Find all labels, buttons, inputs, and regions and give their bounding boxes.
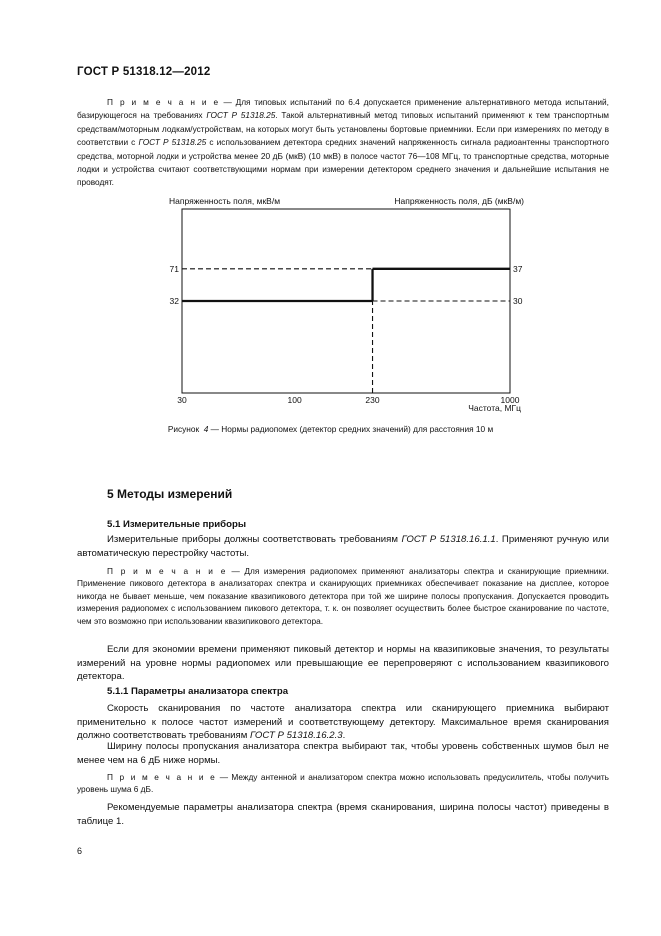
subsection-title: 5.1 Измерительные приборы [107,519,247,530]
x-tick-label: 230 [365,395,380,405]
document-header: ГОСТ Р 51318.12—2012 [77,66,211,78]
note-preamplifier: П р и м е ч а н и е — Между антенной и анализатором спектра можно использовать предусилитель, чтобы получить уровень шума 6 дБ. [77,772,609,795]
series-layer [182,269,510,393]
y-tick-label-right: 37 [513,263,523,274]
y-axis-label-right: Напряженность поля, дБ (мкВ/м) [394,196,524,206]
standard-reference: ГОСТ Р 51318.16.2.3 [250,730,343,742]
paragraph: Если для экономии времени применяют пиковый детектор и нормы на квазипиковые значения, то результаты измерений на уровне нормы радиопомех или превышающие ее перепроверяют с использованием квазипикового детектора. [77,644,609,683]
section-title: 5 Методы измерений [107,487,233,501]
figure-caption: Рисунок 4 — Нормы радиопомех (детектор средних значений) для расстояния 10 м [167,424,494,434]
standard-reference: ГОСТ Р 51318.25 [138,137,207,148]
note-alternative-method: П р и м е ч а н и е — Для типовых испытаний по 6.4 допускается применение альтернативного метода испытаний, базирующегося на требованиях ГОСТ Р 51318.25. Такой альтернативный метод типовых испытаний применяют к тем транспортным средствам/моторным лодкам/устройствам, на которых могут быть установлены бортовые приемники. Если при измерениях по методу в соответствии с ГОСТ Р 51318.25 с использованием детектора средних значений напряженность сигнала радиоантенны транспортного средства, моторной лодки и устройства менее 20 дБ (мкВ) (10 мкВ) в полосе частот 76—108 МГц, то транспортные средства, моторные лодки и устройства считают соответствующими нормам при измерении детектором среднего значения и дальнейшие испытания не проводят. [77,97,609,188]
paragraph: Измерительные приборы должны соответствовать требованиям ГОСТ Р 51318.16.1.1. Применяют ручную или автоматическую перестройку частоты. [77,534,609,559]
y-tick-label-right: 30 [513,296,523,306]
paragraph: Ширину полосы пропускания анализатора спектра выбирают так, чтобы уровень собственных шумов был не менее чем на 6 дБ ниже нормы. [77,741,609,766]
standard-reference: ГОСТ Р 51318.25 [206,110,276,121]
x-axis-label: Частота, МГц [468,403,521,413]
y-tick-label-left: 32 [169,296,179,306]
paragraph: Рекомендуемые параметры анализатора спектра (время сканирования, ширина полосы частот) приведены в таблице 1. [77,802,609,827]
x-tick-label: 30 [177,395,187,405]
tick-layer [170,264,523,405]
standard-reference: ГОСТ Р 51318.16.1.1 [401,534,496,545]
emission-limits-chart [0,0,661,430]
x-tick-label: 1000 [500,395,520,405]
page-number: 6 [77,846,83,856]
y-tick-label-left: 71 [169,263,179,274]
x-tick-label: 100 [287,395,302,405]
y-axis-label-left: Напряженность поля, мкВ/м [169,196,281,206]
subsection-title: 5.1.1 Параметры анализатора спектра [107,686,289,697]
note-label: П р и м е ч а н и е [107,97,220,107]
note-peak-detector: П р и м е ч а н и е — Для измерения радиопомех применяют анализаторы спектра и сканирующие приемники. Применение пикового детектора в анализаторах спектра и сканирующих приемниках обеспечивает показание на дисплее, которое никогда не бывает меньше, чем показание квазипикового детектора при той же ширине полосы пропускания. Допускается проводить измерения радиопомех с использованием пикового детектора, т. к. он позволяет осуществить более быстрое сканирование по частоте, чем это возможно при использовании квазипикового детектора. [77,566,609,626]
paragraph: Скорость сканирования по частоте анализатора спектра или сканирующего приемника выбирают применительно к полосе частот измерений и соответствующему детектору. Максимальное время сканирования должно соответствовать требованиям ГОСТ Р 51318.16.2.3. [77,703,609,742]
